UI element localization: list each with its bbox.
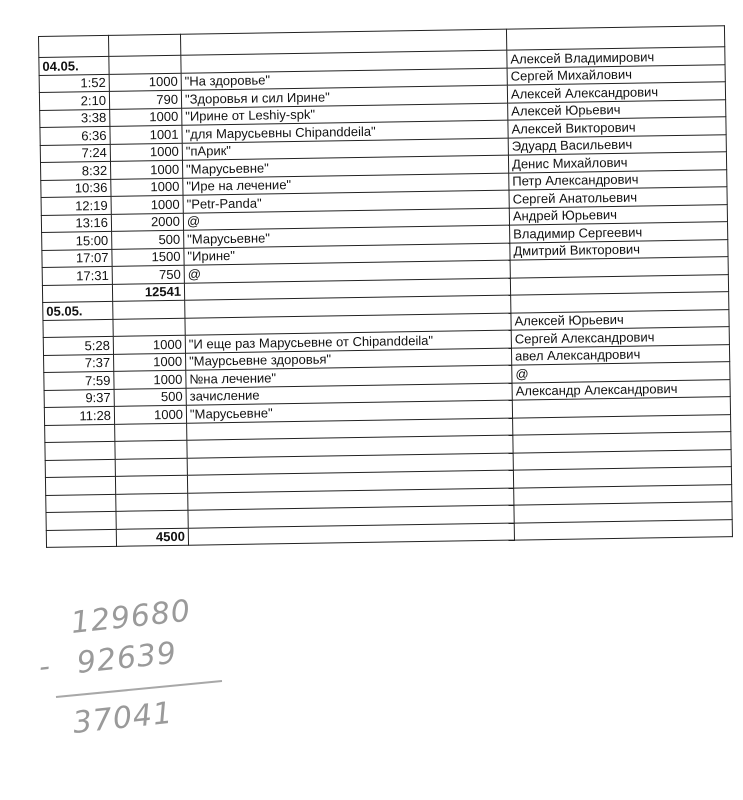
amount-cell: 750 (112, 265, 184, 284)
message-cell: "Марусьевне" (182, 155, 508, 178)
time-cell: 5:28 (43, 336, 113, 355)
table-body (39, 26, 733, 548)
message-cell: "пАрик" (182, 138, 508, 161)
name-cell: Денис Михайлович (508, 152, 726, 173)
time-cell (45, 459, 115, 478)
name-cell: Алексей Юрьевич (508, 99, 726, 120)
message-cell: "На здоровье" (181, 68, 507, 91)
name-cell: Петр Александрович (509, 169, 727, 190)
time-cell: 04.05. (39, 56, 109, 75)
time-cell: 8:32 (40, 161, 110, 180)
amount-cell: 500 (112, 230, 184, 249)
name-cell: Алексей Владимирович (507, 47, 725, 68)
handwritten-number-2: 92639 (75, 635, 179, 681)
name-cell: авел Александрович (511, 344, 729, 365)
amount-cell (113, 318, 185, 337)
time-cell: 7:24 (40, 144, 110, 163)
time-cell: 17:07 (42, 249, 112, 268)
time-cell: 05.05. (43, 301, 113, 320)
amount-cell: 1000 (113, 335, 185, 354)
message-cell: "для Марусьевны Chipanddeila" (182, 120, 508, 143)
time-cell (45, 441, 115, 460)
name-cell: Алексей Викторович (508, 117, 726, 138)
message-cell: "Ире на лечение" (183, 173, 509, 196)
amount-cell: 1000 (110, 160, 182, 179)
name-cell: Владимир Сергеевич (510, 222, 728, 243)
amount-cell (116, 510, 188, 529)
amount-cell (115, 423, 187, 442)
message-cell (188, 523, 514, 546)
amount-cell (115, 458, 187, 477)
message-cell: "Ирине" (184, 243, 510, 266)
amount-cell: 1500 (112, 248, 184, 267)
time-cell (46, 494, 116, 513)
time-cell: 2:10 (39, 91, 109, 110)
amount-cell (115, 475, 187, 494)
donation-table (38, 25, 733, 548)
name-cell: Андрей Юрьевич (509, 204, 727, 225)
handwriting-svg (37, 585, 260, 745)
message-cell: "Ирине от Leshiy-spk" (182, 103, 508, 126)
amount-cell (115, 440, 187, 459)
amount-cell: 1001 (110, 125, 182, 144)
time-cell: 7:59 (44, 371, 114, 390)
time-cell: 12:19 (41, 196, 111, 215)
name-cell (514, 519, 732, 540)
name-cell: Эдуард Васильевич (508, 134, 726, 155)
message-cell: "Марусьевне" (186, 400, 512, 423)
time-cell: 3:38 (40, 109, 110, 128)
amount-cell: 4500 (116, 528, 188, 547)
amount-cell: 12541 (112, 283, 184, 302)
amount-cell: 1000 (110, 143, 182, 162)
time-cell (39, 35, 109, 57)
name-cell: Сергей Анатольевич (509, 187, 727, 208)
time-cell (43, 319, 113, 338)
time-cell: 10:36 (41, 179, 111, 198)
time-cell (46, 529, 116, 548)
amount-cell: 1000 (109, 73, 181, 92)
time-cell: 1:52 (39, 74, 109, 93)
handwritten-calculation (37, 585, 260, 745)
time-cell: 15:00 (42, 231, 112, 250)
amount-cell: 790 (109, 90, 181, 109)
time-cell: 11:28 (44, 406, 114, 425)
amount-cell: 1000 (114, 405, 186, 424)
amount-cell: 1000 (111, 195, 183, 214)
amount-cell: 1000 (111, 178, 183, 197)
time-cell: 7:37 (44, 354, 114, 373)
time-cell: 6:36 (40, 126, 110, 145)
time-cell: 9:37 (44, 389, 114, 408)
message-cell: "Марусьевне" (184, 225, 510, 248)
amount-cell: 1000 (114, 370, 186, 389)
amount-cell (116, 493, 188, 512)
message-cell: @ (183, 208, 509, 231)
message-cell: "Petr-Panda" (183, 190, 509, 213)
amount-cell (113, 300, 185, 319)
time-cell (45, 476, 115, 495)
name-cell: @ (512, 362, 730, 383)
handwritten-number-1: 129680 (69, 593, 193, 641)
amount-cell: 1000 (110, 108, 182, 127)
donation-ledger-sheet (38, 25, 732, 548)
time-cell (45, 424, 115, 443)
name-cell: Александр Александрович (512, 379, 730, 400)
time-cell (42, 284, 112, 303)
amount-cell: 1000 (114, 353, 186, 372)
message-cell: №на лечение" (186, 365, 512, 388)
amount-cell (109, 55, 181, 74)
name-cell: Дмитрий Викторович (510, 239, 728, 260)
time-cell: 17:31 (42, 266, 112, 285)
name-cell: Алексей Юрьевич (511, 309, 729, 330)
message-cell: "Здоровья и сил Ирине" (181, 85, 507, 108)
message-cell: зачисление (186, 383, 512, 406)
name-cell: Сергей Александрович (511, 327, 729, 348)
name-cell: Алексей Александрович (507, 82, 725, 103)
amount-cell: 2000 (111, 213, 183, 232)
amount-cell: 500 (114, 388, 186, 407)
handwritten-minus: - (37, 648, 53, 685)
message-cell: @ (184, 260, 510, 283)
time-cell: 13:16 (41, 214, 111, 233)
amount-cell (108, 34, 180, 56)
handwritten-underline (56, 681, 222, 697)
time-cell (46, 511, 116, 530)
message-cell: "Маурсьевне здоровья" (185, 348, 511, 371)
name-cell: Сергей Михайлович (507, 64, 725, 85)
message-cell: "И еще раз Марусьевне от Chipanddeila" (185, 330, 511, 353)
handwritten-result: 37041 (71, 695, 175, 741)
